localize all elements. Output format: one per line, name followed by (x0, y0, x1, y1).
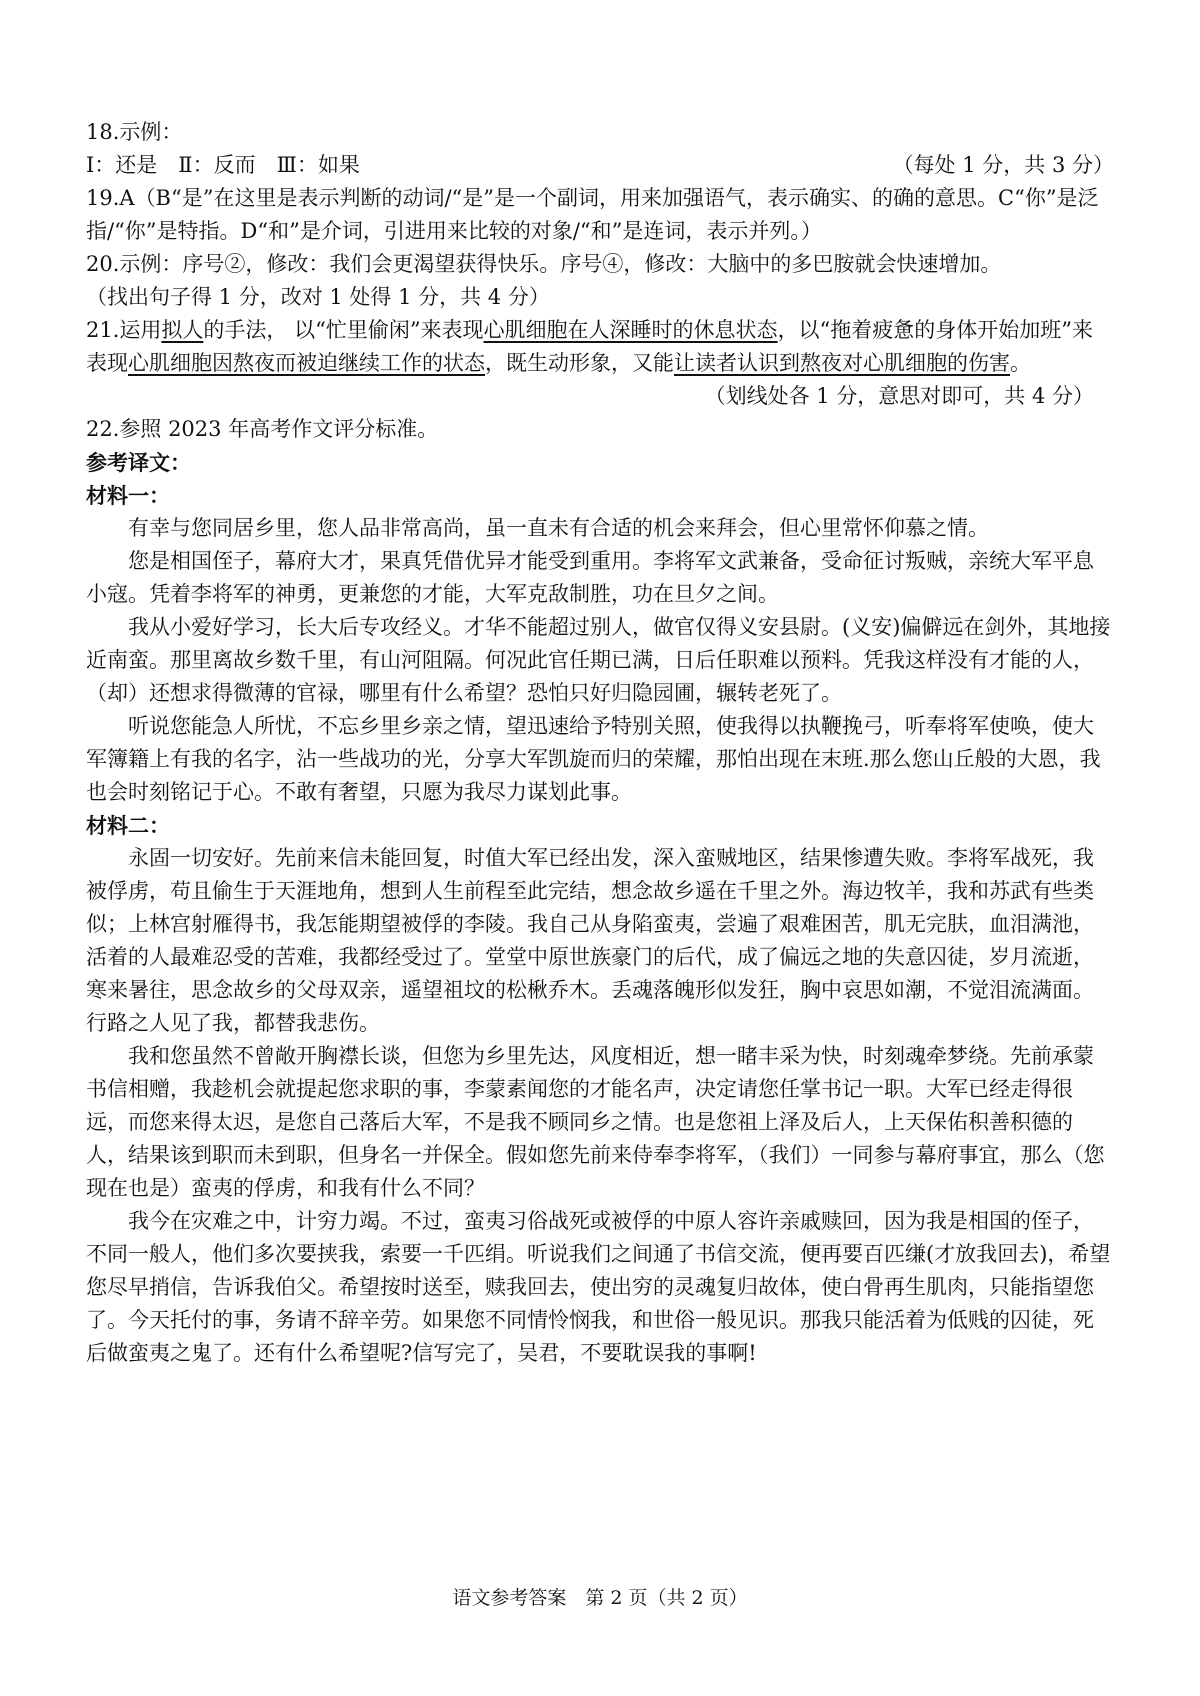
q21-text-5: 。 (1010, 351, 1031, 375)
q21-answer (86, 314, 1114, 380)
material-1-paragraph: 我从小爱好学习，长大后专攻经义。才华不能超过别人，做官仅得义安县尉。(义安)偏僻远在剑外，其地接近南蛮。那里离故乡数千里，有山河阻隔。何况此官任期已满，日后任职难以预料。凭我这样没有才能的人，（却）还想求得微薄的官禄，哪里有什么希望？恐怕只好归隐园圃，辗转老死了。 (86, 615, 1111, 705)
material-2-paragraph: 我今在灾难之中，计穷力竭。不过，蛮夷习俗战死或被俘的中原人容许亲戚赎回，因为我是相国的侄子，不同一般人，他们多次要挟我，索要一千匹绢。听说我们之间通了书信交流，便再要百匹缣(才放我回去)，希望您尽早捎信，告诉我伯父。希望按时送至，赎我回去，使出穷的灵魂复归故体，使白骨再生肌肉，只能指望您了。今天托付的事，务请不辞辛劳。如果您不同情怜悯我，和世俗一般见识。那我只能活着为低贱的囚徒，死后做蛮夷之鬼了。还有什么希望呢?信写完了，吴君，不要耽误我的事啊! (86, 1209, 1111, 1365)
q18-answers: Ⅰ：还是 Ⅱ：反而 Ⅲ：如果 (86, 153, 360, 177)
q18-row (86, 149, 1114, 182)
material-2-paragraph: 永固一切安好。先前来信未能回复，时值大军已经出发，深入蛮贼地区，结果惨遭失败。李将军战死，我被俘虏，苟且偷生于天涯地角，想到人生前程至此完结，想念故乡遥在千里之外。海边牧羊，我和苏武有些类似；上林宫射雁得书，我怎能期望被俘的李陵。我自己从身陷蛮夷，尝遍了艰难困苦，肌无完肤，血泪满池，活着的人最难忍受的苦难，我都经受过了。堂堂中原世族豪门的后代，成了偏远之地的失意囚徒，岁月流逝，寒来暑往，思念故乡的父母双亲，遥望祖坟的松楸乔木。丢魂落魄形似发狂，胸中哀思如潮，不觉泪流满面。行路之人见了我，都替我悲伤。 (86, 846, 1094, 1035)
q21-text-1: 21.运用 (86, 318, 162, 342)
page-footer: 语文参考答案 第 2 页（共 2 页） (452, 1587, 748, 1609)
q20-answer: 20.示例：序号②，修改：我们会更渴望获得快乐。序号④，修改：大脑中的多巴胺就会快速增加。 (86, 252, 1002, 276)
q18-label: 18.示例： (86, 120, 183, 144)
q21-underline-3: 心肌细胞因熬夜而被迫继续工作的状态 (128, 351, 485, 375)
q21-underline-4: 让读者认识到熬夜对心肌细胞的伤害 (674, 351, 1010, 375)
material-2-body (86, 842, 1114, 1370)
material-1-paragraph: 听说您能急人所忧，不忘乡里乡亲之情，望迅速给予特别关照，使我得以执鞭挽弓，听奉将军使唤，使大军簿籍上有我的名字，沾一些战功的光，分享大军凯旋而归的荣耀，那怕出现在末班.那么您山丘般的大恩，我也会时刻铭记于心。不敢有奢望，只愿为我尽力谋划此事。 (86, 714, 1101, 804)
material-1-paragraph: 您是相国侄子，幕府大才，果真凭借优异才能受到重用。李将军文武兼备，受命征讨叛贼，亲统大军平息小寇。凭着李将军的神勇，更兼您的才能，大军克敌制胜，功在旦夕之间。 (86, 549, 1094, 606)
material-2-paragraph: 我和您虽然不曾敞开胸襟长谈，但您为乡里先达，风度相近，想一睹丰采为快，时刻魂牵梦绕。先前承蒙书信相赠，我趁机会就提起您求职的事，李蒙素闻您的才能名声，决定请您任掌书记一职。大军已经走得很远，而您来得太迟，是您自己落后大军，不是我不顾同乡之情。也是您祖上泽及后人，上天保佑积善积德的人，结果该到职而未到职，但身名一并保全。假如您先前来侍奉李将军，（我们）一同参与幕府事宜，那么（您现在也是）蛮夷的俘虏，和我有什么不同？ (86, 1044, 1105, 1200)
q21-score: （划线处各 1 分，意思对即可，共 4 分） (704, 384, 1094, 408)
q20-score: （找出句子得 1 分，改对 1 处得 1 分，共 4 分） (86, 285, 550, 309)
q19-answer: 19.A（B“是”在这里是表示判断的动词/“是”是一个副词，用来加强语气，表示确实、的确的意思。C“你”是泛指/“你”是特指。D“和”是介词，引进用来比较的对象/“和”是连词，表示并列。） (86, 186, 1099, 243)
translation-heading: 参考译文： (86, 450, 191, 475)
material-1-title: 材料一： (86, 483, 170, 508)
q21-underline-1: 拟人 (161, 318, 204, 342)
q21-text-2: 的手法， 以“忙里偷闲”来表现 (203, 318, 484, 342)
q22-answer: 22.参照 2023 年高考作文评分标准。 (86, 417, 439, 441)
q18-score: （每处 1 分，共 3 分） (892, 153, 1114, 177)
q21-text-4: ，既生动形象，又能 (485, 351, 674, 375)
material-1-paragraph: 有幸与您同居乡里，您人品非常高尚，虽一直未有合适的机会来拜会，但心里常怀仰慕之情。 (128, 516, 989, 540)
q21-text-3: ，以“拖着疲惫的身体开始加班”来表现 (86, 318, 1094, 375)
material-1-body (86, 512, 1114, 809)
q21-underline-2: 心肌细胞在人深睡时的休息状态 (483, 318, 778, 342)
material-2-title: 材料二： (86, 813, 170, 838)
